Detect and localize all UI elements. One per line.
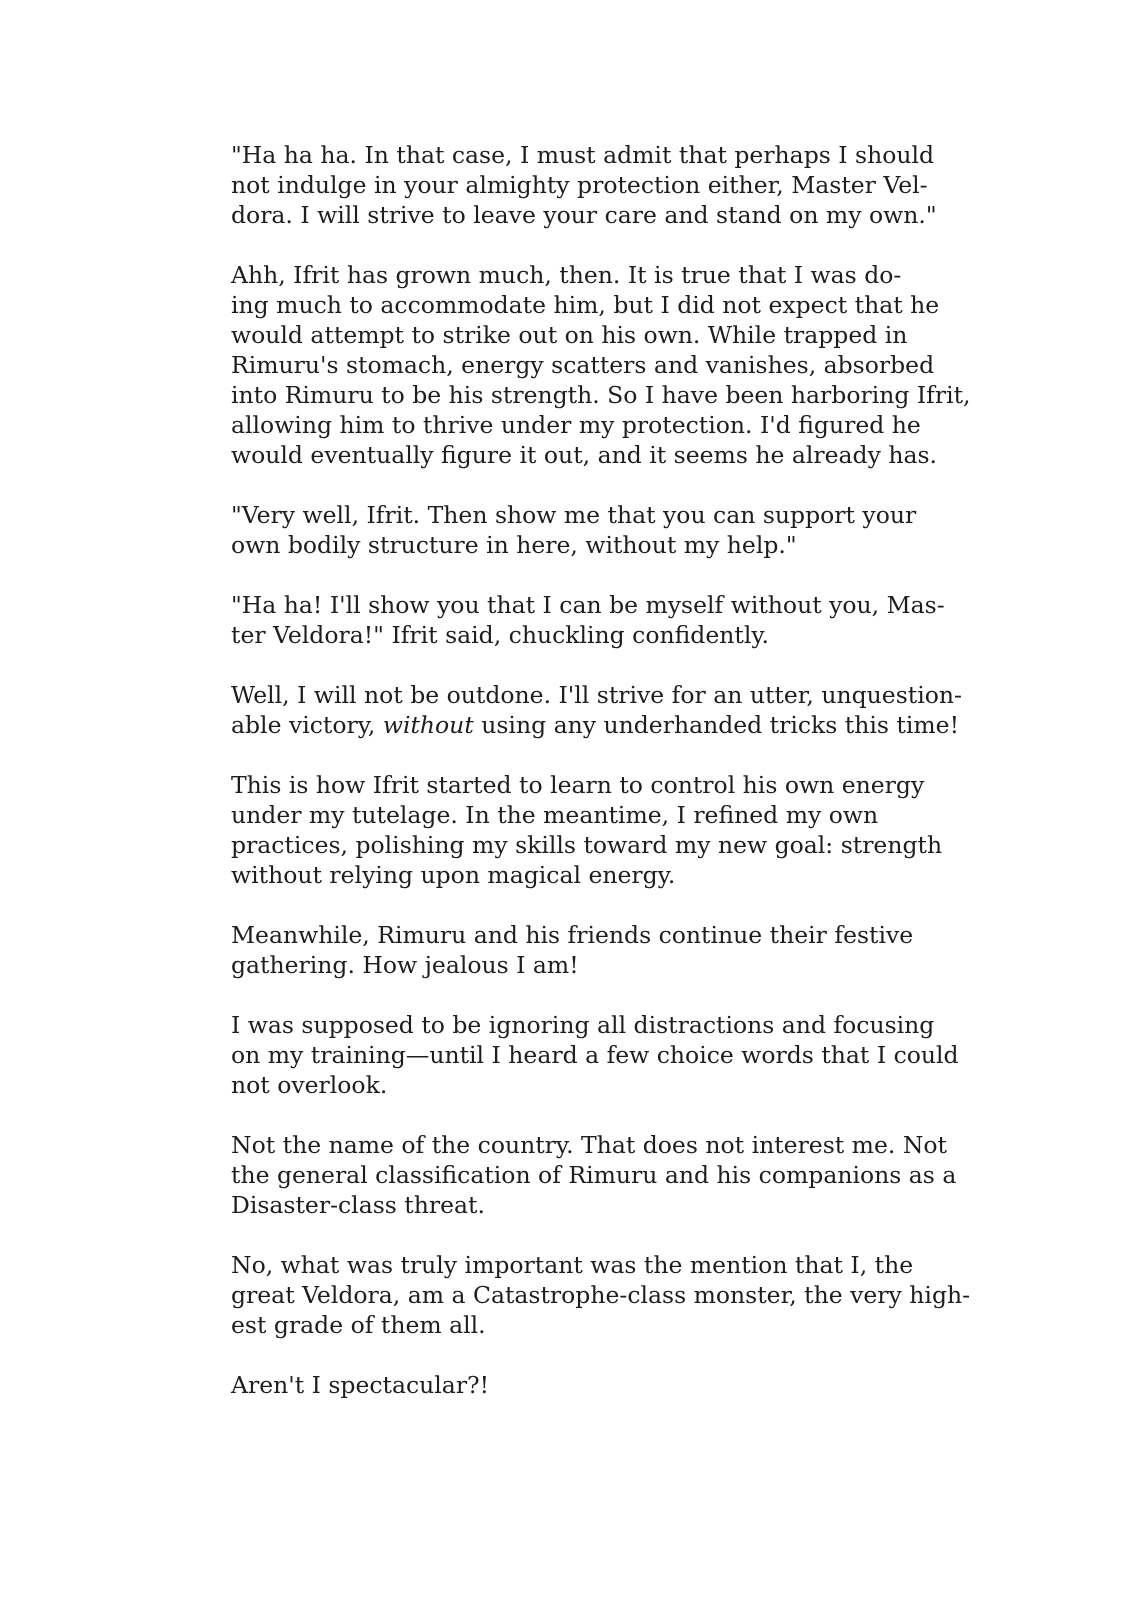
text-line: Not the name of the country. That does not interest me. Not — [231, 1131, 947, 1159]
emphasis-text: without — [382, 711, 474, 739]
text-line: into Rimuru to be his strength. So I have been harboring Ifrit, — [231, 381, 971, 409]
text-line: on my training—until I heard a few choice words that I could — [231, 1041, 959, 1069]
text-line: Disaster-class threat. — [231, 1191, 485, 1219]
text-line: Aren't I spectacular?! — [231, 1371, 490, 1399]
text-segment: able victory, — [231, 711, 383, 739]
text-line: not indulge in your almighty protection either, Master Vel- — [231, 171, 928, 199]
text-line — [231, 710, 960, 740]
paragraph-6 — [231, 770, 943, 890]
text-line: would attempt to strike out on his own. While trapped in — [231, 321, 908, 349]
text-segment: using any underhanded tricks this time! — [473, 711, 960, 739]
paragraph-5 — [231, 680, 962, 740]
text-line: "Ha ha ha. In that case, I must admit that perhaps I should — [231, 141, 935, 169]
paragraph-11 — [231, 1370, 891, 1400]
text-line: Ahh, Ifrit has grown much, then. It is true that I was do- — [231, 261, 902, 289]
text-line: the general classification of Rimuru and his companions as a — [231, 1161, 957, 1189]
text-line: great Veldora, am a Catastrophe-class monster, the very high- — [231, 1281, 971, 1309]
text-line: ter Veldora!" Ifrit said, chuckling confidently. — [231, 621, 769, 649]
paragraph-10 — [231, 1250, 971, 1340]
text-line: Well, I will not be outdone. I'll strive for an utter, unquestion- — [231, 681, 962, 709]
text-line: "Very well, Ifrit. Then show me that you can support your — [231, 501, 917, 529]
paragraph-2 — [231, 260, 971, 470]
text-line: Rimuru's stomach, energy scatters and vanishes, absorbed — [231, 351, 935, 379]
text-line: This is how Ifrit started to learn to control his own energy — [231, 771, 925, 799]
text-line: would eventually figure it out, and it seems he already has. — [231, 441, 938, 469]
text-line: under my tutelage. In the meantime, I refined my own — [231, 801, 879, 829]
text-line: practices, polishing my skills toward my new goal: strength — [231, 831, 943, 859]
text-line: "Ha ha! I'll show you that I can be myself without you, Mas- — [231, 591, 945, 619]
text-line: without relying upon magical energy. — [231, 861, 676, 889]
paragraph-9 — [231, 1130, 957, 1220]
text-line: gathering. How jealous I am! — [231, 951, 579, 979]
text-line: est grade of them all. — [231, 1311, 486, 1339]
body-text — [231, 140, 971, 1430]
text-line: allowing him to thrive under my protection. I'd figured he — [231, 411, 921, 439]
text-line: own bodily structure in here, without my help." — [231, 531, 797, 559]
text-line: No, what was truly important was the mention that I, the — [231, 1251, 914, 1279]
paragraph-1 — [231, 140, 937, 230]
paragraph-4 — [231, 590, 945, 650]
text-line: dora. I will strive to leave your care and stand on my own." — [231, 201, 937, 229]
text-line: ing much to accommodate him, but I did not expect that he — [231, 291, 940, 319]
text-line: not overlook. — [231, 1071, 388, 1099]
text-line: I was supposed to be ignoring all distractions and focusing — [231, 1011, 935, 1039]
paragraph-8 — [231, 1010, 959, 1100]
paragraph-3 — [231, 500, 917, 560]
text-line: Meanwhile, Rimuru and his friends continue their festive — [231, 921, 914, 949]
paragraph-7 — [231, 920, 914, 980]
